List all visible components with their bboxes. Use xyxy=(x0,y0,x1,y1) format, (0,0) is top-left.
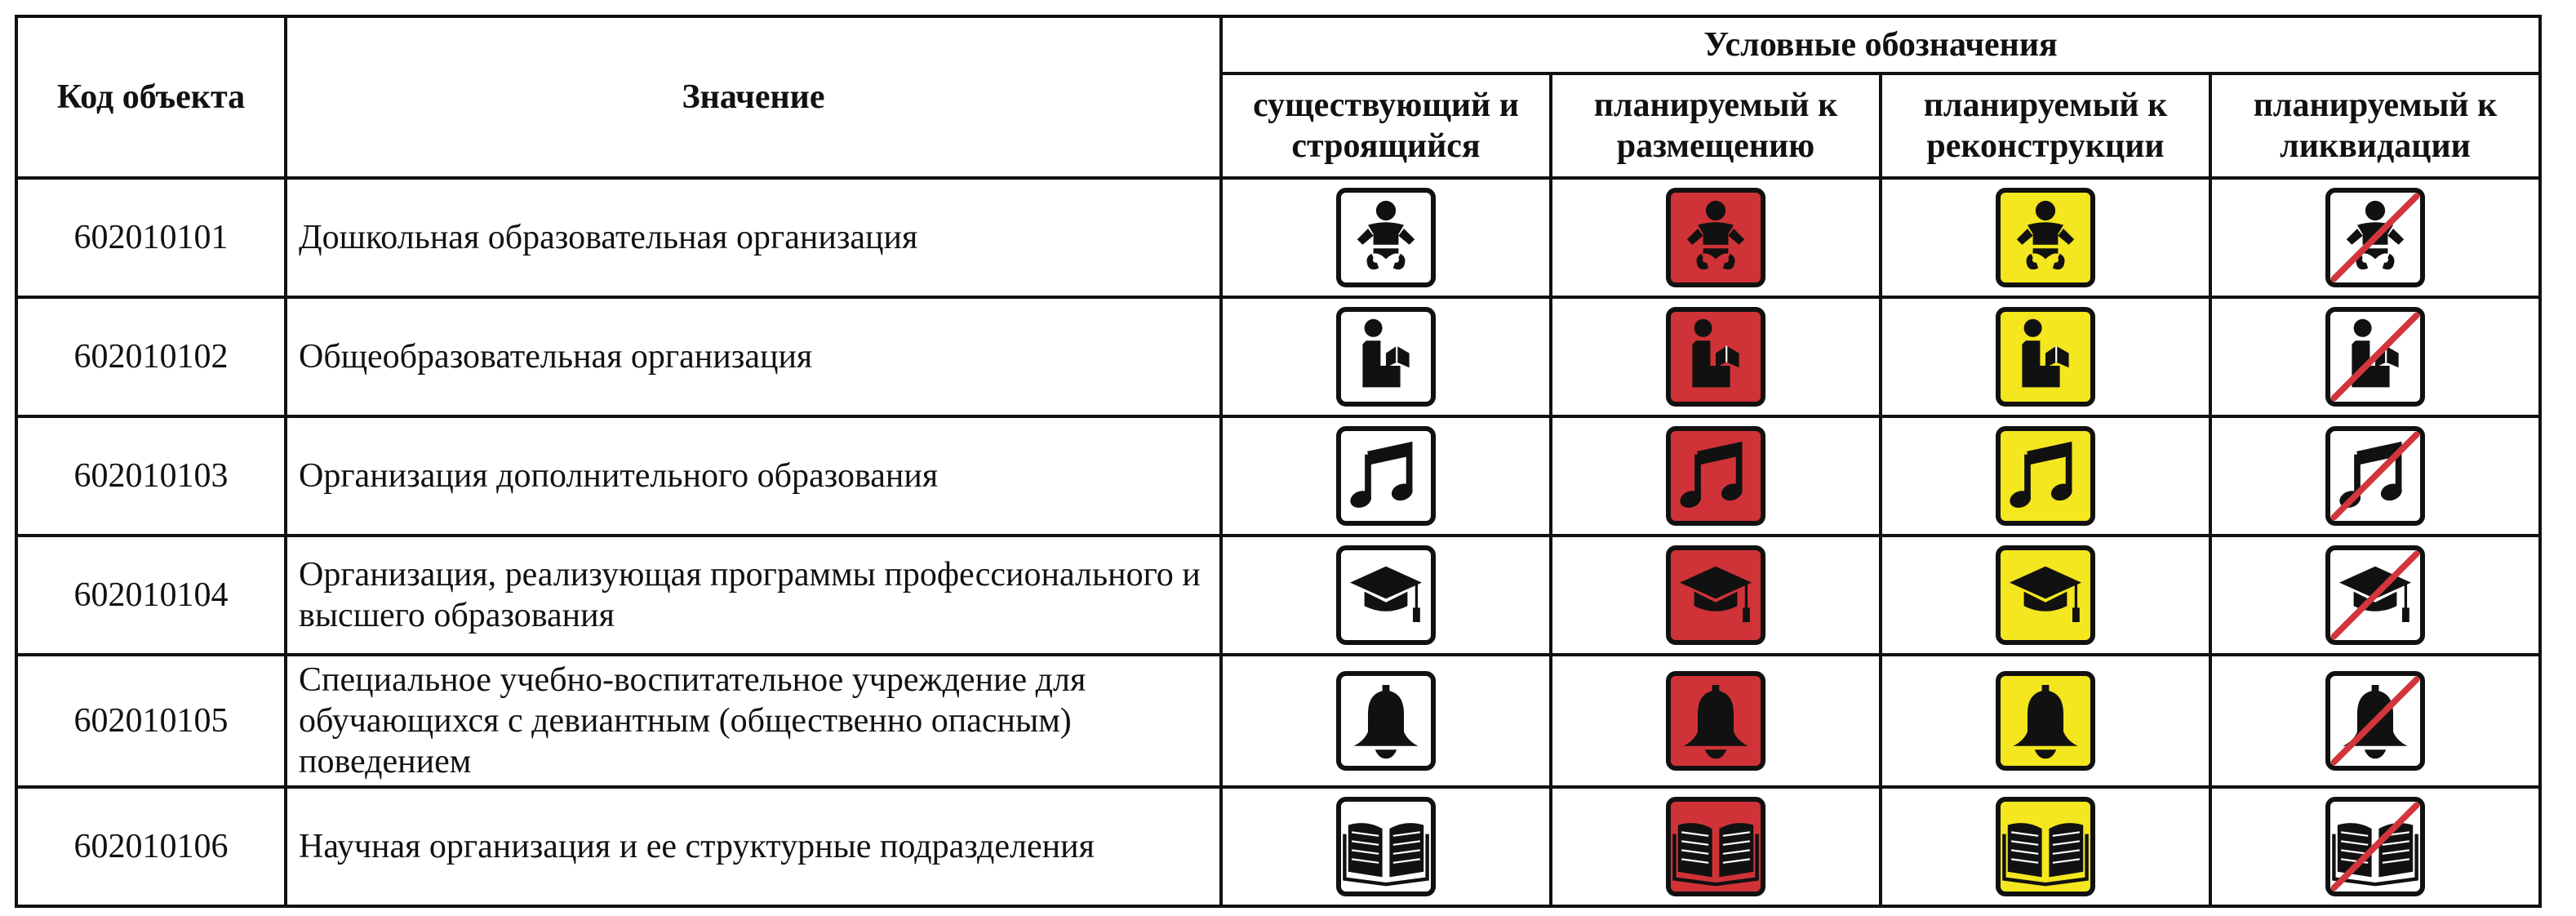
table-row xyxy=(16,297,2540,416)
symbol-cell-planned-placement xyxy=(1551,416,1881,536)
music-note-icon xyxy=(2325,426,2425,526)
object-code: 602010101 xyxy=(16,178,286,297)
graduation-cap-icon xyxy=(1996,545,2095,645)
symbol-cell-existing xyxy=(1221,536,1551,655)
graduation-cap-icon xyxy=(2325,545,2425,645)
symbol-cell-planned-liquidation xyxy=(2210,416,2540,536)
header-code: Код объекта xyxy=(16,16,286,178)
object-meaning: Организация, реализующая программы профессионального и высшего образования xyxy=(286,536,1221,655)
header-planned-placement: планируемый к размещению xyxy=(1551,73,1881,178)
table-row xyxy=(16,787,2540,906)
symbol-cell-planned-liquidation xyxy=(2210,655,2540,787)
symbol-cell-planned-placement xyxy=(1551,787,1881,906)
header-planned-reconstruction: планируемый к реконструкции xyxy=(1881,73,2210,178)
header-existing: существующий и строящийся xyxy=(1221,73,1551,178)
bell-icon xyxy=(1336,671,1436,771)
reader-icon xyxy=(1666,307,1765,407)
baby-icon xyxy=(1666,188,1765,287)
music-note-icon xyxy=(1666,426,1765,526)
object-meaning: Специальное учебно-воспитательное учреждение для обучающихся с девиантным (общественно опасным) поведением xyxy=(286,655,1221,787)
symbol-cell-planned-placement xyxy=(1551,536,1881,655)
symbol-cell-existing xyxy=(1221,655,1551,787)
symbol-cell-planned-liquidation xyxy=(2210,178,2540,297)
open-book-icon xyxy=(1666,797,1765,896)
symbol-cell-planned-reconstruction xyxy=(1881,787,2210,906)
music-note-icon xyxy=(1336,426,1436,526)
symbol-cell-existing xyxy=(1221,416,1551,536)
object-code: 602010102 xyxy=(16,297,286,416)
baby-icon xyxy=(1996,188,2095,287)
object-code: 602010103 xyxy=(16,416,286,536)
object-meaning: Научная организация и ее структурные подразделения xyxy=(286,787,1221,906)
object-meaning: Общеобразовательная организация xyxy=(286,297,1221,416)
reader-icon xyxy=(1336,307,1436,407)
music-note-icon xyxy=(1996,426,2095,526)
symbol-cell-existing xyxy=(1221,178,1551,297)
bell-icon xyxy=(1996,671,2095,771)
symbol-cell-planned-reconstruction xyxy=(1881,297,2210,416)
open-book-icon xyxy=(1336,797,1436,896)
symbol-cell-planned-liquidation xyxy=(2210,297,2540,416)
bell-icon xyxy=(2325,671,2425,771)
header-planned-liquidation: планируемый к ликвидации xyxy=(2210,73,2540,178)
symbol-cell-planned-reconstruction xyxy=(1881,178,2210,297)
symbol-cell-planned-placement xyxy=(1551,655,1881,787)
object-code: 602010104 xyxy=(16,536,286,655)
symbol-cell-planned-liquidation xyxy=(2210,787,2540,906)
open-book-icon xyxy=(1996,797,2095,896)
baby-icon xyxy=(1336,188,1436,287)
object-code: 602010106 xyxy=(16,787,286,906)
bell-icon xyxy=(1666,671,1765,771)
symbol-cell-planned-placement xyxy=(1551,178,1881,297)
symbol-cell-planned-liquidation xyxy=(2210,536,2540,655)
header-symbols-group: Условные обозначения xyxy=(1221,16,2540,73)
reader-icon xyxy=(2325,307,2425,407)
graduation-cap-icon xyxy=(1666,545,1765,645)
symbol-cell-planned-reconstruction xyxy=(1881,655,2210,787)
table-row xyxy=(16,416,2540,536)
graduation-cap-icon xyxy=(1336,545,1436,645)
table-row xyxy=(16,536,2540,655)
legend-table xyxy=(15,15,2542,908)
object-code: 602010105 xyxy=(16,655,286,787)
baby-icon xyxy=(2325,188,2425,287)
open-book-icon xyxy=(2325,797,2425,896)
symbol-cell-planned-placement xyxy=(1551,297,1881,416)
symbol-cell-existing xyxy=(1221,297,1551,416)
symbol-cell-planned-reconstruction xyxy=(1881,416,2210,536)
table-row xyxy=(16,655,2540,787)
object-meaning: Дошкольная образовательная организация xyxy=(286,178,1221,297)
reader-icon xyxy=(1996,307,2095,407)
object-meaning: Организация дополнительного образования xyxy=(286,416,1221,536)
symbol-cell-existing xyxy=(1221,787,1551,906)
header-meaning: Значение xyxy=(286,16,1221,178)
table-row xyxy=(16,178,2540,297)
symbol-cell-planned-reconstruction xyxy=(1881,536,2210,655)
